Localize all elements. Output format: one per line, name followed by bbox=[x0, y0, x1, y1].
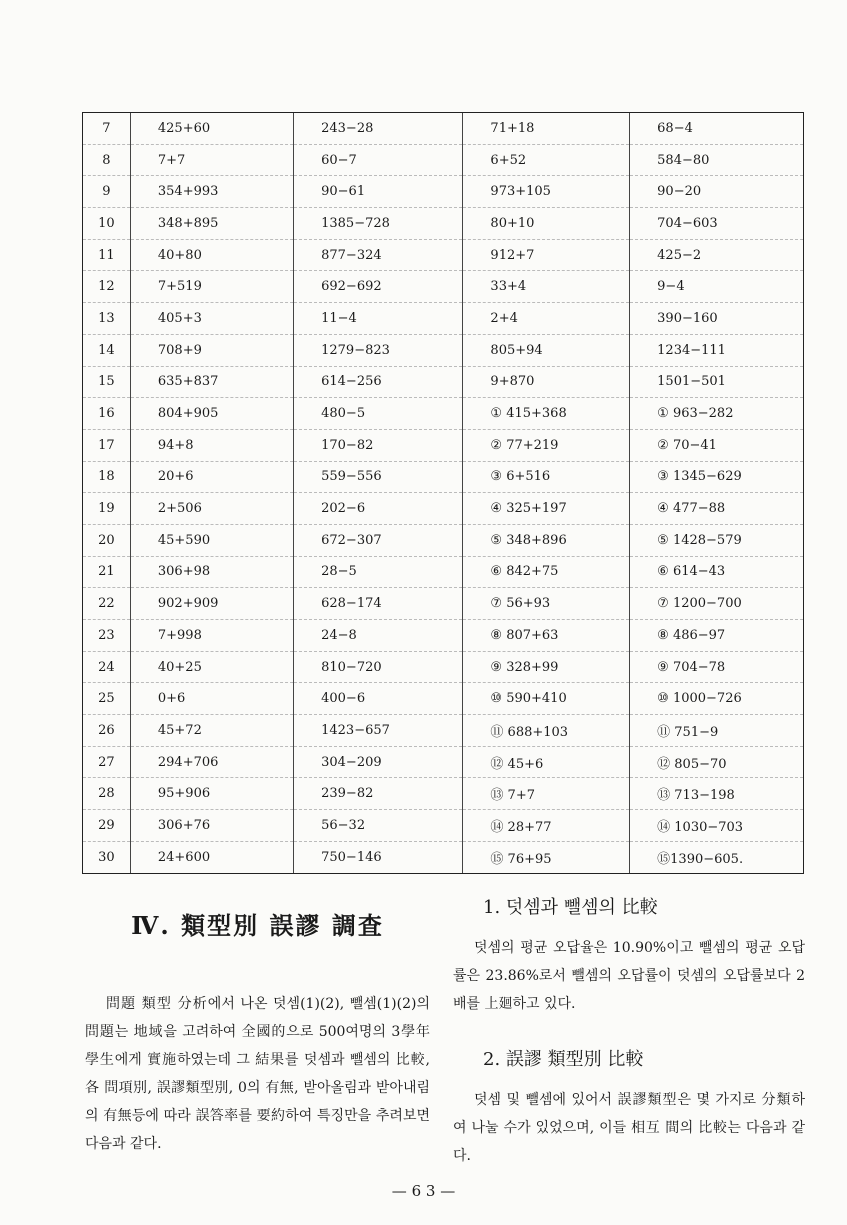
subtraction-2-cell: ⑬ 713−198 bbox=[630, 778, 804, 810]
table-row bbox=[83, 746, 804, 778]
addition-2-cell: ⑥ 842+75 bbox=[463, 556, 630, 588]
subtraction-2-cell: ② 70−41 bbox=[630, 429, 804, 461]
subtraction-2-cell: 9−4 bbox=[630, 271, 804, 303]
subtraction-1-cell: 202−6 bbox=[294, 493, 463, 525]
section-title: Ⅳ. 類型別 誤謬 調査 bbox=[131, 911, 384, 940]
addition-1-cell: 804+905 bbox=[130, 398, 293, 430]
addition-1-cell: 405+3 bbox=[130, 303, 293, 335]
subtraction-2-cell: ⑨ 704−78 bbox=[630, 651, 804, 683]
addition-2-cell: ③ 6+516 bbox=[463, 461, 630, 493]
subtraction-2-cell: ⑩ 1000−726 bbox=[630, 683, 804, 715]
table-row bbox=[83, 271, 804, 303]
subtraction-2-cell: ⑦ 1200−700 bbox=[630, 588, 804, 620]
addition-2-cell: 6+52 bbox=[463, 144, 630, 176]
table-row bbox=[83, 715, 804, 747]
row-number-cell: 18 bbox=[83, 461, 131, 493]
subtraction-2-cell: ④ 477−88 bbox=[630, 493, 804, 525]
row-number-cell: 15 bbox=[83, 366, 131, 398]
subtraction-1-cell: 304−209 bbox=[294, 746, 463, 778]
addition-1-cell: 354+993 bbox=[130, 176, 293, 208]
addition-1-cell: 40+80 bbox=[130, 239, 293, 271]
addition-2-cell: ⑩ 590+410 bbox=[463, 683, 630, 715]
row-number-cell: 25 bbox=[83, 683, 131, 715]
row-number-cell: 27 bbox=[83, 746, 131, 778]
addition-1-cell: 0+6 bbox=[130, 683, 293, 715]
row-number-cell: 16 bbox=[83, 398, 131, 430]
subsection-1-title: 1. 덧셈과 뺄셈의 比較 bbox=[483, 897, 658, 918]
row-number-cell: 8 bbox=[83, 144, 131, 176]
addition-2-cell: ⑨ 328+99 bbox=[463, 651, 630, 683]
subsection-2-paragraph: 덧셈 및 뺄셈에 있어서 誤謬類型은 몇 가지로 分類하여 나눌 수가 있었으며, 이들 相互 間의 比較는 다음과 같다. bbox=[453, 1092, 805, 1164]
subtraction-1-cell: 877−324 bbox=[294, 239, 463, 271]
right-column bbox=[453, 880, 805, 1170]
addition-1-cell: 95+906 bbox=[130, 778, 293, 810]
table-row bbox=[83, 778, 804, 810]
addition-2-cell: 71+18 bbox=[463, 113, 630, 144]
row-number-cell: 17 bbox=[83, 429, 131, 461]
subtraction-2-cell: ⑭ 1030−703 bbox=[630, 810, 804, 842]
addition-1-cell: 708+9 bbox=[130, 334, 293, 366]
row-number-cell: 12 bbox=[83, 271, 131, 303]
row-number-cell: 28 bbox=[83, 778, 131, 810]
addition-2-cell: ① 415+368 bbox=[463, 398, 630, 430]
section-paragraph: 問題 類型 分析에서 나온 덧셈(1)(2), 뺄셈(1)(2)의 問題는 地域을 고려하여 全國的으로 500여명의 3學年 學生에게 實施하였는데 그 結果를 덧셈과 뺄셈의 比較, 各 問項別, 誤謬類型別, 0의 有無, 받아올림과 받아내림의 有無등에 따라 誤答率를 要約하여 특징만을 추려보면 다음과 같다. bbox=[85, 996, 430, 1152]
subtraction-2-cell: 68−4 bbox=[630, 113, 804, 144]
subtraction-2-cell: 90−20 bbox=[630, 176, 804, 208]
table-row bbox=[83, 841, 804, 872]
subtraction-2-cell: 390−160 bbox=[630, 303, 804, 335]
subtraction-2-cell: 1501−501 bbox=[630, 366, 804, 398]
addition-1-cell: 635+837 bbox=[130, 366, 293, 398]
subtraction-2-cell: ⑪ 751−9 bbox=[630, 715, 804, 747]
subtraction-1-cell: 90−61 bbox=[294, 176, 463, 208]
subtraction-2-cell: 584−80 bbox=[630, 144, 804, 176]
addition-1-cell: 348+895 bbox=[130, 208, 293, 240]
subtraction-1-cell: 56−32 bbox=[294, 810, 463, 842]
addition-1-cell: 425+60 bbox=[130, 113, 293, 144]
subtraction-1-cell: 559−556 bbox=[294, 461, 463, 493]
row-number-cell: 23 bbox=[83, 620, 131, 652]
row-number-cell: 11 bbox=[83, 239, 131, 271]
addition-2-cell: 2+4 bbox=[463, 303, 630, 335]
subtraction-1-cell: 1423−657 bbox=[294, 715, 463, 747]
subtraction-1-cell: 170−82 bbox=[294, 429, 463, 461]
table-row bbox=[83, 176, 804, 208]
addition-2-cell: 33+4 bbox=[463, 271, 630, 303]
addition-1-cell: 7+7 bbox=[130, 144, 293, 176]
subsection-2-title: 2. 誤謬 類型別 比較 bbox=[483, 1049, 644, 1070]
subtraction-2-cell: ③ 1345−629 bbox=[630, 461, 804, 493]
subtraction-2-cell: ⑫ 805−70 bbox=[630, 746, 804, 778]
subtraction-2-cell: 425−2 bbox=[630, 239, 804, 271]
subtraction-2-cell: ⑧ 486−97 bbox=[630, 620, 804, 652]
subtraction-1-cell: 243−28 bbox=[294, 113, 463, 144]
subtraction-1-cell: 239−82 bbox=[294, 778, 463, 810]
table-row bbox=[83, 588, 804, 620]
addition-2-cell: ⑦ 56+93 bbox=[463, 588, 630, 620]
addition-1-cell: 24+600 bbox=[130, 841, 293, 872]
table-row bbox=[83, 810, 804, 842]
addition-2-cell: 9+870 bbox=[463, 366, 630, 398]
subtraction-2-cell: ⑮1390−605. bbox=[630, 841, 804, 872]
problem-table-body bbox=[83, 113, 804, 873]
table-row bbox=[83, 620, 804, 652]
row-number-cell: 29 bbox=[83, 810, 131, 842]
addition-1-cell: 20+6 bbox=[130, 461, 293, 493]
addition-1-cell: 7+998 bbox=[130, 620, 293, 652]
subsection-1-paragraph: 덧셈의 평균 오답율은 10.90%이고 뺄셈의 평균 오답률은 23.86%로서 뺄셈의 오답률이 덧셈의 오답률보다 2배를 上廻하고 있다. bbox=[453, 940, 805, 1012]
subtraction-1-cell: 11−4 bbox=[294, 303, 463, 335]
page-number: — 6 3 — bbox=[391, 1182, 456, 1200]
row-number-cell: 26 bbox=[83, 715, 131, 747]
row-number-cell: 30 bbox=[83, 841, 131, 872]
addition-2-cell: ⑧ 807+63 bbox=[463, 620, 630, 652]
table-row bbox=[83, 334, 804, 366]
addition-1-cell: 306+76 bbox=[130, 810, 293, 842]
subtraction-1-cell: 480−5 bbox=[294, 398, 463, 430]
problem-table bbox=[82, 112, 804, 874]
row-number-cell: 20 bbox=[83, 524, 131, 556]
addition-1-cell: 40+25 bbox=[130, 651, 293, 683]
addition-1-cell: 45+72 bbox=[130, 715, 293, 747]
addition-2-cell: 805+94 bbox=[463, 334, 630, 366]
addition-2-cell: ⑫ 45+6 bbox=[463, 746, 630, 778]
addition-2-cell: 912+7 bbox=[463, 239, 630, 271]
table-row bbox=[83, 366, 804, 398]
subtraction-1-cell: 614−256 bbox=[294, 366, 463, 398]
subtraction-1-cell: 628−174 bbox=[294, 588, 463, 620]
table-row bbox=[83, 651, 804, 683]
subtraction-1-cell: 60−7 bbox=[294, 144, 463, 176]
table-row bbox=[83, 556, 804, 588]
row-number-cell: 7 bbox=[83, 113, 131, 144]
addition-1-cell: 306+98 bbox=[130, 556, 293, 588]
subtraction-1-cell: 672−307 bbox=[294, 524, 463, 556]
addition-2-cell: 973+105 bbox=[463, 176, 630, 208]
table-row bbox=[83, 493, 804, 525]
subtraction-2-cell: 704−603 bbox=[630, 208, 804, 240]
addition-2-cell: ⑮ 76+95 bbox=[463, 841, 630, 872]
subtraction-2-cell: ⑤ 1428−579 bbox=[630, 524, 804, 556]
left-column bbox=[85, 880, 430, 1158]
addition-2-cell: 80+10 bbox=[463, 208, 630, 240]
row-number-cell: 10 bbox=[83, 208, 131, 240]
subtraction-2-cell: ⑥ 614−43 bbox=[630, 556, 804, 588]
subtraction-1-cell: 1385−728 bbox=[294, 208, 463, 240]
table-row bbox=[83, 524, 804, 556]
addition-1-cell: 45+590 bbox=[130, 524, 293, 556]
subtraction-1-cell: 750−146 bbox=[294, 841, 463, 872]
table-row bbox=[83, 208, 804, 240]
row-number-cell: 21 bbox=[83, 556, 131, 588]
row-number-cell: 22 bbox=[83, 588, 131, 620]
addition-1-cell: 294+706 bbox=[130, 746, 293, 778]
addition-2-cell: ⑤ 348+896 bbox=[463, 524, 630, 556]
subtraction-1-cell: 400−6 bbox=[294, 683, 463, 715]
addition-2-cell: ⑪ 688+103 bbox=[463, 715, 630, 747]
row-number-cell: 14 bbox=[83, 334, 131, 366]
subtraction-1-cell: 810−720 bbox=[294, 651, 463, 683]
row-number-cell: 9 bbox=[83, 176, 131, 208]
addition-1-cell: 7+519 bbox=[130, 271, 293, 303]
table-row bbox=[83, 683, 804, 715]
row-number-cell: 13 bbox=[83, 303, 131, 335]
addition-2-cell: ② 77+219 bbox=[463, 429, 630, 461]
subtraction-1-cell: 692−692 bbox=[294, 271, 463, 303]
table-row bbox=[83, 303, 804, 335]
subtraction-2-cell: 1234−111 bbox=[630, 334, 804, 366]
subtraction-1-cell: 1279−823 bbox=[294, 334, 463, 366]
table-row bbox=[83, 429, 804, 461]
table-row bbox=[83, 239, 804, 271]
addition-2-cell: ⑬ 7+7 bbox=[463, 778, 630, 810]
row-number-cell: 19 bbox=[83, 493, 131, 525]
addition-2-cell: ④ 325+197 bbox=[463, 493, 630, 525]
addition-1-cell: 902+909 bbox=[130, 588, 293, 620]
row-number-cell: 24 bbox=[83, 651, 131, 683]
subtraction-1-cell: 24−8 bbox=[294, 620, 463, 652]
subtraction-1-cell: 28−5 bbox=[294, 556, 463, 588]
table-row bbox=[83, 113, 804, 144]
addition-1-cell: 2+506 bbox=[130, 493, 293, 525]
table-row bbox=[83, 398, 804, 430]
addition-1-cell: 94+8 bbox=[130, 429, 293, 461]
table-row bbox=[83, 461, 804, 493]
addition-2-cell: ⑭ 28+77 bbox=[463, 810, 630, 842]
subtraction-2-cell: ① 963−282 bbox=[630, 398, 804, 430]
table-row bbox=[83, 144, 804, 176]
